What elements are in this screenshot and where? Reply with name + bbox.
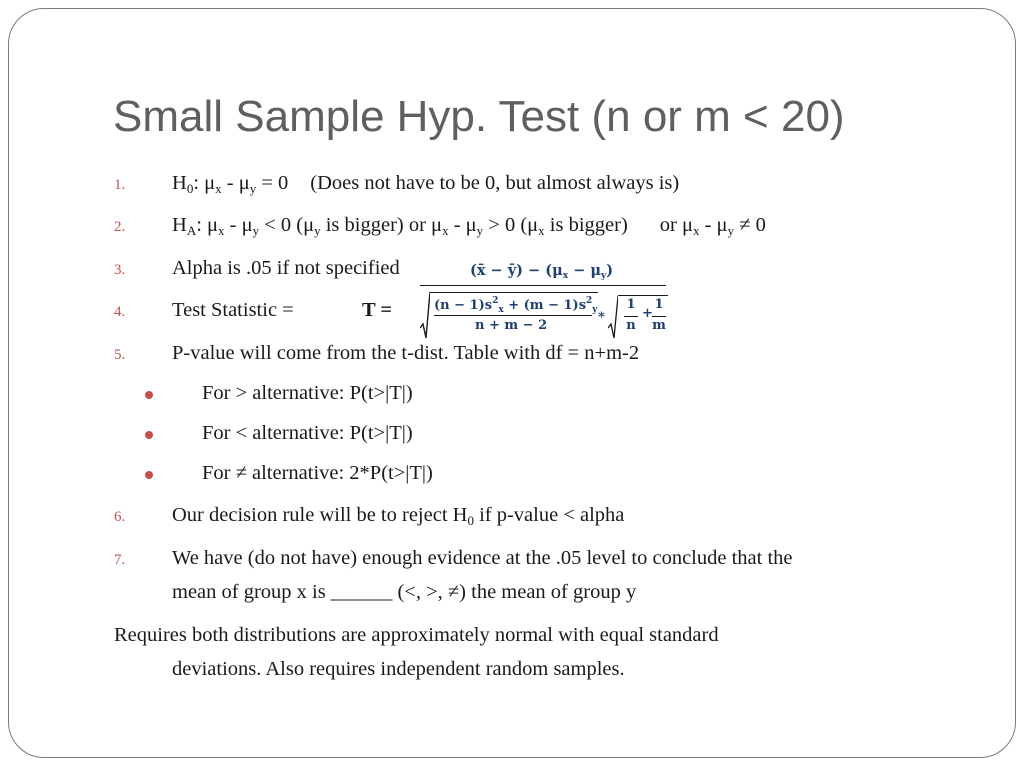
square-root-icon-2 — [608, 294, 618, 340]
formula-text: (n − 1)s — [434, 298, 493, 313]
text-part: - μ — [448, 214, 477, 236]
text-part: or μ — [659, 214, 693, 236]
plus-sign: + — [642, 306, 653, 321]
text-part: : μ — [196, 214, 219, 236]
text-part: = 0 — [256, 172, 289, 194]
pooled-variance-bottom: n + m − 2 — [475, 318, 548, 333]
mu-subscript: x — [215, 181, 222, 196]
h-subscript: 0 — [467, 513, 474, 528]
formula-sup: 2 — [586, 296, 593, 306]
alpha-line: Alpha is .05 if not specified — [172, 257, 400, 279]
frac-one-top: 1 — [654, 297, 664, 312]
list-number-3: 3. — [114, 262, 126, 278]
bullet-greater: For > alternative: P(t>|T|) — [202, 382, 413, 404]
h-subscript: 0 — [186, 181, 194, 196]
mu-subscript: x — [442, 223, 449, 238]
frac-bar-n — [624, 316, 638, 317]
h-symbol: H — [172, 214, 187, 236]
list-number-7: 7. — [114, 552, 126, 568]
list-number-1: 1. — [114, 177, 126, 193]
list-number-5: 5. — [114, 347, 126, 363]
text-part: - μ — [221, 172, 250, 194]
requirements-line-1: Requires both distributions are approximately normal with equal standard — [114, 624, 719, 646]
frac-n: n — [626, 318, 636, 333]
text-part: if p-value < alpha — [473, 504, 625, 526]
null-note: (Does not have to be 0, but almost always is) — [310, 172, 680, 194]
formula-text: (x̄ − ȳ) − (μ — [470, 262, 563, 279]
frac-m: m — [652, 318, 666, 333]
list-number-6: 6. — [114, 509, 126, 525]
bullet-dot — [145, 431, 153, 439]
bullet-less: For < alternative: P(t>|T|) — [202, 422, 413, 444]
mu-subscript: x — [692, 223, 700, 238]
pooled-variance-top — [434, 296, 598, 315]
bullet-dot — [145, 391, 153, 399]
root-overline — [430, 292, 598, 293]
text-part: is bigger) or μ — [320, 214, 443, 236]
formula-sub: y — [592, 305, 598, 315]
list-number-2: 2. — [114, 219, 126, 235]
mu-subscript: x — [218, 223, 225, 238]
text-part: - μ — [699, 214, 728, 236]
text-part: : μ — [193, 172, 216, 194]
bullet-not-equal: For ≠ alternative: 2*P(t>|T|) — [202, 462, 433, 484]
root-overline-2 — [618, 295, 668, 296]
h-symbol: H — [172, 172, 187, 194]
mu-subscript: y — [314, 223, 321, 238]
conclusion-line-2: mean of group x is ______ (<, >, ≠) the mean of group y — [172, 581, 637, 603]
conclusion-line-1: We have (do not have) enough evidence at the .05 level to conclude that the — [172, 547, 793, 569]
text-part: is bigger) — [544, 214, 628, 236]
mu-subscript: x — [538, 223, 545, 238]
inner-fraction-bar — [434, 315, 592, 316]
formula-fraction-bar — [420, 285, 666, 286]
multiply-sign: * — [598, 310, 605, 325]
frac-bar-m — [652, 316, 666, 317]
bullet-dot — [145, 471, 153, 479]
slide-title: Small Sample Hyp. Test (n or m < 20) — [113, 92, 845, 141]
hypothesis-alt-line — [172, 214, 766, 239]
hypothesis-null-line — [172, 172, 679, 197]
t-statistic-formula — [420, 258, 672, 342]
h-subscript: A — [186, 223, 197, 238]
formula-sub: x — [562, 271, 569, 281]
p-value-line: P-value will come from the t-dist. Table with df = n+m-2 — [172, 342, 640, 364]
requirements-line-2: deviations. Also requires independent random samples. — [172, 658, 625, 680]
frac-one-top: 1 — [626, 297, 636, 312]
mu-subscript: y — [727, 223, 735, 238]
formula-text: + (m − 1)s — [503, 298, 587, 313]
mu-subscript: y — [476, 223, 484, 238]
test-statistic-label: Test Statistic = — [172, 299, 294, 321]
formula-numerator — [470, 262, 613, 281]
t-label: T = — [362, 299, 393, 321]
text-part: Our decision rule will be to reject H — [172, 504, 468, 526]
text-part: - μ — [224, 214, 253, 236]
text-part: > 0 (μ — [483, 214, 539, 236]
mu-subscript: y — [252, 223, 260, 238]
mu-subscript: y — [249, 181, 257, 196]
formula-sub: x — [498, 305, 504, 315]
formula-denominator — [420, 288, 672, 340]
formula-sub: y — [601, 271, 607, 281]
text-part: ≠ 0 — [734, 214, 766, 236]
square-root-icon — [420, 288, 430, 340]
formula-sup: 2 — [492, 296, 499, 306]
text-part: < 0 (μ — [259, 214, 315, 236]
decision-rule-line — [172, 504, 624, 529]
list-number-4: 4. — [114, 304, 126, 320]
formula-text: − μ — [568, 262, 601, 279]
formula-text: ) — [606, 262, 614, 279]
